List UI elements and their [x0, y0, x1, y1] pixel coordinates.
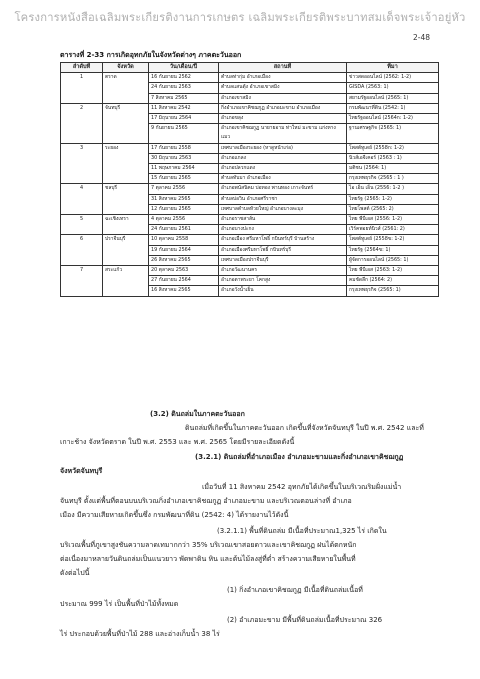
date-cell: 9 กันยายน 2565: [149, 124, 219, 143]
column-header: ลำดับที่: [61, 63, 103, 73]
paragraph-line: ต่อเนื่องมาหลายวันดินถล่มเป็นแนวยาว พัดพาดิน หิน และต้นไม้ลงสู่ที่ต่ำ สร้างความเสียหายในพื้นที่: [60, 555, 356, 563]
date-cell: 24 กันยายน 2561: [149, 225, 219, 235]
source-cell: คมชัดลึก (2564: 2): [347, 276, 439, 286]
date-cell: 27 กันยายน 2564: [149, 276, 219, 286]
row-number-cell: 1: [61, 73, 103, 104]
paragraph-line: เมื่อวันที่ 11 สิงหาคม 2542 อุทกภัยได้เกิดขึ้นในบริเวณริมฝั่งแม่น้ำ: [202, 483, 402, 491]
date-cell: 17 มิถุนายน 2564: [149, 114, 219, 124]
place-cell: อำเภอแกลง: [219, 153, 347, 163]
place-cell: กิ่งอำเภอเขาคิชฌกูฏ อำเภอมะขาม อำเภอเมือง: [219, 103, 347, 113]
table-row: [61, 235, 439, 245]
source-cell: กรุงเทพธุรกิจ (2565: 1): [347, 286, 439, 296]
table-caption: ตารางที่ 2-33 การเกิดอุทกภัยในจังหวัดต่างๆ ภาคตะวันออก: [60, 51, 242, 59]
paragraph-line: เกาะช้าง จังหวัดตราด ในปี พ.ศ. 2553 และ พ.ศ. 2565 โดยมีรายละเอียดดังนี้: [60, 438, 295, 446]
list-item: ไร่ ประกอบด้วยพื้นที่ป่าไม้ 288 และอ่างเก็บน้ำ 38 ไร่: [60, 630, 220, 638]
province-cell: ชลบุรี: [103, 184, 149, 215]
table-row: [61, 103, 439, 113]
row-number-cell: 7: [61, 266, 103, 297]
place-cell: ตำบลแสนตุ้ง อำเภอเขาสมิง: [219, 83, 347, 93]
subheading: จังหวัดจันทบุรี: [60, 467, 103, 475]
date-cell: 11 พฤษภาคม 2564: [149, 164, 219, 174]
source-cell: ไทยรัฐ (2564ข: 1): [347, 245, 439, 255]
date-cell: 4 ตุลาคม 2556: [149, 215, 219, 225]
list-item: (1) กิ่งอำเภอเขาคิชฌกูฏ มีเนื้อที่ดินถล่มเนื้อที่: [227, 586, 363, 594]
date-cell: 11 สิงหาคม 2542: [149, 103, 219, 113]
paragraph-line: ดินถล่มที่เกิดขึ้นในภาคตะวันออก เกิดขึ้นที่จังหวัดจันทบุรี ในปี พ.ศ. 2542 และที่: [185, 424, 424, 432]
source-cell: GISDA (2563: 1): [347, 83, 439, 93]
place-cell: ตำบลทับมา อำเภอเมือง: [219, 174, 347, 184]
source-cell: ฐานเศรษฐกิจ (2565: 1): [347, 124, 439, 143]
province-cell: สระแก้ว: [103, 266, 149, 297]
source-cell: ไทยโพสต์ (2565: 2): [347, 204, 439, 214]
date-cell: 19 กันยายน 2564: [149, 245, 219, 255]
source-cell: ไอ เอ็น เอ็น (2556: 1-2 ): [347, 184, 439, 194]
place-cell: อำเภอปลวกแดง: [219, 164, 347, 174]
source-cell: ไทยรัฐ (2565: 1-2): [347, 194, 439, 204]
table-row: [61, 73, 439, 83]
list-item: ประมาณ 999 ไร่ เป็นพื้นที่ป่าไม้ทั้งหมด: [60, 600, 179, 608]
place-cell: อำเภอเมือง ศรีมหาโพธิ์ กบินทร์บุรี บ้านสร้าง: [219, 235, 347, 245]
date-cell: 7 ตุลาคม 2556: [149, 184, 219, 194]
place-cell: อำเภอราชสาส์น: [219, 215, 347, 225]
row-number-cell: 6: [61, 235, 103, 266]
date-cell: 24 กันยายน 2563: [149, 83, 219, 93]
section-heading: (3.2) ดินถล่มในภาคตะวันออก: [150, 410, 245, 418]
place-cell: อำเภอเขาสมิง: [219, 93, 347, 103]
row-number-cell: 2: [61, 103, 103, 143]
place-cell: อำเภอขลุง: [219, 114, 347, 124]
province-cell: ระยอง: [103, 143, 149, 184]
date-cell: 30 มิถุนายน 2563: [149, 153, 219, 163]
date-cell: 17 กันยายน 2558: [149, 143, 219, 153]
source-cell: ผู้จัดการออนไลน์ (2565: 1): [347, 255, 439, 265]
date-cell: 31 สิงหาคม 2565: [149, 194, 219, 204]
place-cell: อำเภอวังน้ำเย็น: [219, 286, 347, 296]
paragraph-line: เมือง มีความเสียหายเกิดขึ้นซึ่ง กรมพัฒนาที่ดิน (2542: 4) ได้รายงานไว้ดังนี้: [60, 511, 289, 519]
source-cell: ข่าวสดออนไลน์ (2562: 1-2): [347, 73, 439, 83]
column-header: ที่มา: [347, 63, 439, 73]
table-row: [61, 266, 439, 276]
place-cell: อำเภอวัฒนานคร: [219, 266, 347, 276]
source-cell: สยามรัฐออนไลน์ (2565: 1): [347, 93, 439, 103]
place-cell: อำเภอพนัสนิคม บ่อทอง พานทอง เกาะจันทร์: [219, 184, 347, 194]
table-header-row: [61, 63, 439, 73]
paragraph-line: (3.2.1.1) พื้นที่ดินถล่ม มีเนื้อที่ประมาณ1,325 ไร่ เกิดใน: [217, 527, 387, 535]
province-cell: ฉะเชิงเทรา: [103, 215, 149, 235]
place-cell: เทศบาลเมืองปราจีนบุรี: [219, 255, 347, 265]
place-cell: เทศบาลตำบลห้วยใหญ่ อำเภอบางละมุง: [219, 204, 347, 214]
date-cell: 10 ตุลาคม 2558: [149, 235, 219, 245]
subheading: (3.2.1) ดินถล่มที่อำเภอเมือง อำเภอมะขามและกิ่งอำเภอเขาคิชฌกูฏ: [195, 453, 404, 461]
place-cell: อำเภอบางปะกง: [219, 225, 347, 235]
date-cell: 26 สิงหาคม 2565: [149, 255, 219, 265]
date-cell: 7 สิงหาคม 2565: [149, 93, 219, 103]
province-cell: ปราจีนบุรี: [103, 235, 149, 266]
column-header: วัน/เดือน/ปี: [149, 63, 219, 73]
place-cell: เทศบาลเมืองระยอง (หาดูหน้าเก่อ): [219, 143, 347, 153]
paragraph-line: ดังต่อไปนี้: [60, 569, 90, 577]
row-number-cell: 3: [61, 143, 103, 184]
table-row: [61, 184, 439, 194]
source-cell: โพสต์ทูเดย์ (2558ก: 1-2): [347, 143, 439, 153]
source-cell: ไทย พีบีเอส (2563: 1-2): [347, 266, 439, 276]
place-cell: ตำบลบ่อวิน อำเภอศรีราชา: [219, 194, 347, 204]
date-cell: 12 กันยายน 2565: [149, 204, 219, 214]
source-cell: ไทยรัฐออนไลน์ (2564ก: 1-2): [347, 114, 439, 124]
place-cell: ตำบลท่ากุ่ม อำเภอเมือง: [219, 73, 347, 83]
source-cell: กรมพัฒนาที่ดิน (2542: 1): [347, 103, 439, 113]
date-cell: 15 กันยายน 2565: [149, 174, 219, 184]
date-cell: 16 กันยายน 2562: [149, 73, 219, 83]
date-cell: 20 ตุลาคม 2563: [149, 266, 219, 276]
source-cell: โพสต์ทูเดย์ (2558ข: 1-2): [347, 235, 439, 245]
province-cell: ตราด: [103, 73, 149, 104]
province-cell: จันทบุรี: [103, 103, 149, 143]
source-cell: มติชน (2564: 1): [347, 164, 439, 174]
flood-table: [60, 62, 439, 297]
source-cell: กรุงเทพธุรกิจ (2565 : 1 ): [347, 174, 439, 184]
page-number: 2-48: [412, 33, 430, 42]
table-body: [61, 73, 439, 296]
place-cell: อำเภอเมืองศรีมหาโพธิ์ กบินทร์บุรี: [219, 245, 347, 255]
place-cell: อำเภอเขาคิชฌกูฏ นายายอาม ท่าใหม่ มะขาม แก่งหางแมว: [219, 124, 347, 143]
source-cell: นิวส์เอจีเคอร์ (2563 : 1): [347, 153, 439, 163]
row-number-cell: 5: [61, 215, 103, 235]
column-header: สถานที่: [219, 63, 347, 73]
column-header: จังหวัด: [103, 63, 149, 73]
row-number-cell: 4: [61, 184, 103, 215]
source-cell: เวิร์คพอยท์นิวส์ (2561: 2): [347, 225, 439, 235]
paragraph-line: จันทบุรี ตั้งแต่พื้นที่ตอนบนบริเวณกิ่งอำเภอเขาคิชฌกูฏ อำเภอมะขาม และบริเวณตอนล่างที่ อำเภอ: [60, 497, 352, 505]
paragraph-line: บริเวณพื้นที่ภูเขาสูงชันความลาดเทมากกว่า 35% บริเวณเขาสอยดาวและเขาคิชฌกูฏ ฝนได้ตกหนัก: [60, 541, 357, 549]
place-cell: อำเภอตาพระยา โคกสูง: [219, 276, 347, 286]
running-header: โครงการหนังสือเฉลิมพระเกียรติงานการเกษตร เฉลิมพระเกียรติพระบาทสมเด็จพระเจ้าอยู่หัว: [14, 11, 466, 24]
source-cell: ไทย พีบีเอส (2556: 1-2): [347, 215, 439, 225]
date-cell: 16 สิงหาคม 2565: [149, 286, 219, 296]
table-row: [61, 143, 439, 153]
list-item: (2) อำเภอมะขาม มีพื้นที่ดินถล่มเนื้อที่ประมาณ 326: [227, 616, 383, 624]
table-row: [61, 215, 439, 225]
